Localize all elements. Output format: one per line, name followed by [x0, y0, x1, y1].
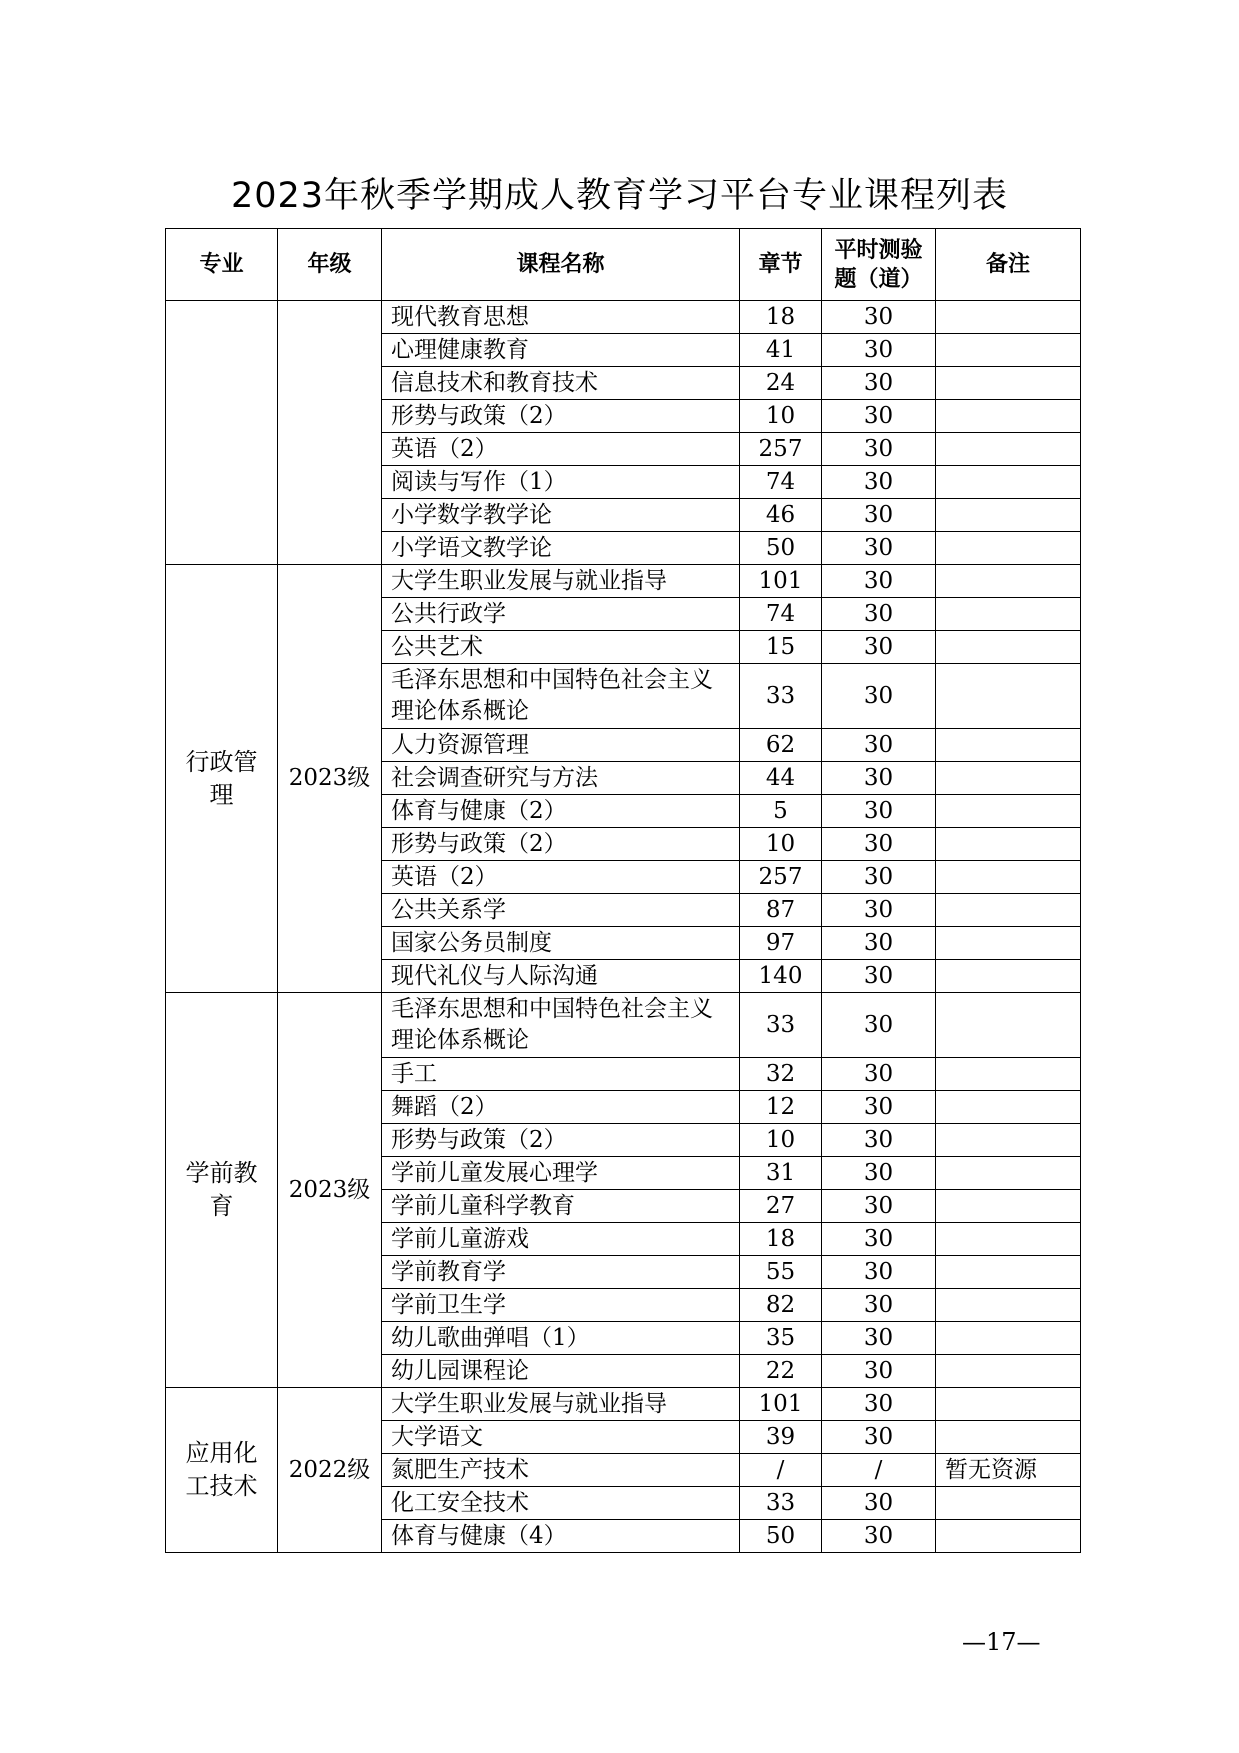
chapters-cell: 74 — [740, 598, 822, 631]
course-cell: 国家公务员制度 — [382, 927, 740, 960]
quiz-cell: 30 — [822, 1355, 936, 1388]
chapters-cell: 257 — [740, 861, 822, 894]
quiz-cell: 30 — [822, 762, 936, 795]
note-cell — [936, 1124, 1081, 1157]
course-cell: 现代礼仪与人际沟通 — [382, 960, 740, 993]
note-cell — [936, 631, 1081, 664]
quiz-cell: 30 — [822, 565, 936, 598]
note-cell — [936, 993, 1081, 1058]
chapters-cell: 87 — [740, 894, 822, 927]
table-row — [166, 993, 1081, 1058]
note-cell — [936, 466, 1081, 499]
table-row — [166, 565, 1081, 598]
note-cell — [936, 1322, 1081, 1355]
course-cell: 信息技术和教育技术 — [382, 367, 740, 400]
table-row — [166, 301, 1081, 334]
chapters-cell: 27 — [740, 1190, 822, 1223]
course-cell: 英语（2） — [382, 861, 740, 894]
course-cell: 体育与健康（2） — [382, 795, 740, 828]
course-cell: 学前儿童科学教育 — [382, 1190, 740, 1223]
note-cell — [936, 1289, 1081, 1322]
quiz-cell: 30 — [822, 433, 936, 466]
quiz-cell: 30 — [822, 1190, 936, 1223]
quiz-cell: 30 — [822, 301, 936, 334]
chapters-cell: 97 — [740, 927, 822, 960]
chapters-cell: 33 — [740, 664, 822, 729]
note-cell — [936, 1355, 1081, 1388]
quiz-cell: 30 — [822, 729, 936, 762]
quiz-cell: 30 — [822, 1091, 936, 1124]
course-cell: 学前儿童发展心理学 — [382, 1157, 740, 1190]
quiz-cell: 30 — [822, 664, 936, 729]
chapters-cell: 101 — [740, 565, 822, 598]
major-cell: 应用化工技术 — [166, 1388, 278, 1553]
course-cell: 公共艺术 — [382, 631, 740, 664]
quiz-cell: 30 — [822, 499, 936, 532]
header-major: 专业 — [166, 229, 278, 301]
major-cell — [166, 301, 278, 565]
quiz-cell: 30 — [822, 1256, 936, 1289]
note-cell — [936, 828, 1081, 861]
note-cell — [936, 1157, 1081, 1190]
grade-cell: 2023级 — [278, 565, 382, 993]
table-row — [166, 1388, 1081, 1421]
course-cell: 形势与政策（2） — [382, 828, 740, 861]
quiz-cell: 30 — [822, 993, 936, 1058]
course-cell: 阅读与写作（1） — [382, 466, 740, 499]
course-cell: 形势与政策（2） — [382, 400, 740, 433]
chapters-cell: 15 — [740, 631, 822, 664]
course-cell: 英语（2） — [382, 433, 740, 466]
chapters-cell: 140 — [740, 960, 822, 993]
header-note: 备注 — [936, 229, 1081, 301]
chapters-cell: 10 — [740, 400, 822, 433]
page-title: 2023年秋季学期成人教育学习平台专业课程列表 — [230, 176, 1009, 216]
note-cell — [936, 334, 1081, 367]
chapters-cell: 62 — [740, 729, 822, 762]
chapters-cell: 24 — [740, 367, 822, 400]
chapters-cell: 32 — [740, 1058, 822, 1091]
chapters-cell: 74 — [740, 466, 822, 499]
chapters-cell: 101 — [740, 1388, 822, 1421]
course-cell: 幼儿园课程论 — [382, 1355, 740, 1388]
course-cell: 大学生职业发展与就业指导 — [382, 565, 740, 598]
note-cell — [936, 1091, 1081, 1124]
chapters-cell: 5 — [740, 795, 822, 828]
quiz-cell: 30 — [822, 1157, 936, 1190]
course-cell: 化工安全技术 — [382, 1487, 740, 1520]
chapters-cell: 257 — [740, 433, 822, 466]
quiz-cell: 30 — [822, 631, 936, 664]
major-cell: 行政管理 — [166, 565, 278, 993]
grade-cell: 2022级 — [278, 1388, 382, 1553]
chapters-cell: 10 — [740, 1124, 822, 1157]
note-cell — [936, 367, 1081, 400]
chapters-cell: 33 — [740, 993, 822, 1058]
chapters-cell: 44 — [740, 762, 822, 795]
note-cell — [936, 301, 1081, 334]
course-cell: 体育与健康（4） — [382, 1520, 740, 1553]
course-cell: 学前教育学 — [382, 1256, 740, 1289]
chapters-cell: 33 — [740, 1487, 822, 1520]
course-cell: 学前卫生学 — [382, 1289, 740, 1322]
course-cell: 心理健康教育 — [382, 334, 740, 367]
header-row — [166, 229, 1081, 301]
header-grade: 年级 — [278, 229, 382, 301]
note-cell — [936, 861, 1081, 894]
course-cell: 大学语文 — [382, 1421, 740, 1454]
quiz-cell: 30 — [822, 367, 936, 400]
header-course: 课程名称 — [382, 229, 740, 301]
course-cell: 学前儿童游戏 — [382, 1223, 740, 1256]
chapters-cell: 46 — [740, 499, 822, 532]
chapters-cell: 41 — [740, 334, 822, 367]
course-cell: 毛泽东思想和中国特色社会主义理论体系概论 — [382, 993, 740, 1058]
note-cell — [936, 729, 1081, 762]
quiz-cell: 30 — [822, 1223, 936, 1256]
quiz-cell: 30 — [822, 927, 936, 960]
note-cell — [936, 795, 1081, 828]
chapters-cell: 18 — [740, 1223, 822, 1256]
course-table — [165, 228, 1081, 1553]
quiz-cell: 30 — [822, 1520, 936, 1553]
quiz-cell: 30 — [822, 1322, 936, 1355]
note-cell — [936, 499, 1081, 532]
note-cell — [936, 433, 1081, 466]
note-cell — [936, 894, 1081, 927]
header-chapters: 章节 — [740, 229, 822, 301]
chapters-cell: 82 — [740, 1289, 822, 1322]
note-cell — [936, 927, 1081, 960]
chapters-cell: / — [740, 1454, 822, 1487]
chapters-cell: 39 — [740, 1421, 822, 1454]
note-cell — [936, 1256, 1081, 1289]
note-cell — [936, 1058, 1081, 1091]
note-cell — [936, 1190, 1081, 1223]
note-cell — [936, 565, 1081, 598]
quiz-cell: 30 — [822, 1058, 936, 1091]
note-cell — [936, 960, 1081, 993]
page-number: —17— — [962, 1628, 1041, 1656]
course-cell: 社会调查研究与方法 — [382, 762, 740, 795]
course-cell: 大学生职业发展与就业指导 — [382, 1388, 740, 1421]
quiz-cell: 30 — [822, 334, 936, 367]
chapters-cell: 35 — [740, 1322, 822, 1355]
note-cell — [936, 762, 1081, 795]
note-cell — [936, 664, 1081, 729]
grade-cell: 2023级 — [278, 993, 382, 1388]
quiz-cell: 30 — [822, 828, 936, 861]
note-cell — [936, 1421, 1081, 1454]
course-cell: 毛泽东思想和中国特色社会主义理论体系概论 — [382, 664, 740, 729]
note-cell — [936, 1223, 1081, 1256]
chapters-cell: 31 — [740, 1157, 822, 1190]
note-cell: 暂无资源 — [936, 1454, 1081, 1487]
quiz-cell: 30 — [822, 532, 936, 565]
quiz-cell: 30 — [822, 1487, 936, 1520]
course-cell: 形势与政策（2） — [382, 1124, 740, 1157]
course-cell: 公共关系学 — [382, 894, 740, 927]
note-cell — [936, 400, 1081, 433]
note-cell — [936, 1388, 1081, 1421]
chapters-cell: 55 — [740, 1256, 822, 1289]
major-cell: 学前教育 — [166, 993, 278, 1388]
quiz-cell: 30 — [822, 466, 936, 499]
note-cell — [936, 1520, 1081, 1553]
course-cell: 公共行政学 — [382, 598, 740, 631]
quiz-cell: 30 — [822, 861, 936, 894]
quiz-cell: 30 — [822, 1289, 936, 1322]
header-quiz: 平时测验题（道） — [822, 229, 936, 301]
course-cell: 小学语文教学论 — [382, 532, 740, 565]
table-body — [166, 301, 1081, 1553]
chapters-cell: 18 — [740, 301, 822, 334]
course-cell: 小学数学教学论 — [382, 499, 740, 532]
quiz-cell: 30 — [822, 894, 936, 927]
note-cell — [936, 532, 1081, 565]
course-cell: 现代教育思想 — [382, 301, 740, 334]
chapters-cell: 12 — [740, 1091, 822, 1124]
quiz-cell: 30 — [822, 1388, 936, 1421]
course-cell: 幼儿歌曲弹唱（1） — [382, 1322, 740, 1355]
course-cell: 人力资源管理 — [382, 729, 740, 762]
quiz-cell: 30 — [822, 795, 936, 828]
course-cell: 氮肥生产技术 — [382, 1454, 740, 1487]
chapters-cell: 10 — [740, 828, 822, 861]
note-cell — [936, 1487, 1081, 1520]
quiz-cell: 30 — [822, 1124, 936, 1157]
chapters-cell: 22 — [740, 1355, 822, 1388]
quiz-cell: / — [822, 1454, 936, 1487]
chapters-cell: 50 — [740, 532, 822, 565]
course-cell: 舞蹈（2） — [382, 1091, 740, 1124]
note-cell — [936, 598, 1081, 631]
quiz-cell: 30 — [822, 1421, 936, 1454]
grade-cell — [278, 301, 382, 565]
quiz-cell: 30 — [822, 400, 936, 433]
chapters-cell: 50 — [740, 1520, 822, 1553]
quiz-cell: 30 — [822, 960, 936, 993]
course-cell: 手工 — [382, 1058, 740, 1091]
quiz-cell: 30 — [822, 598, 936, 631]
